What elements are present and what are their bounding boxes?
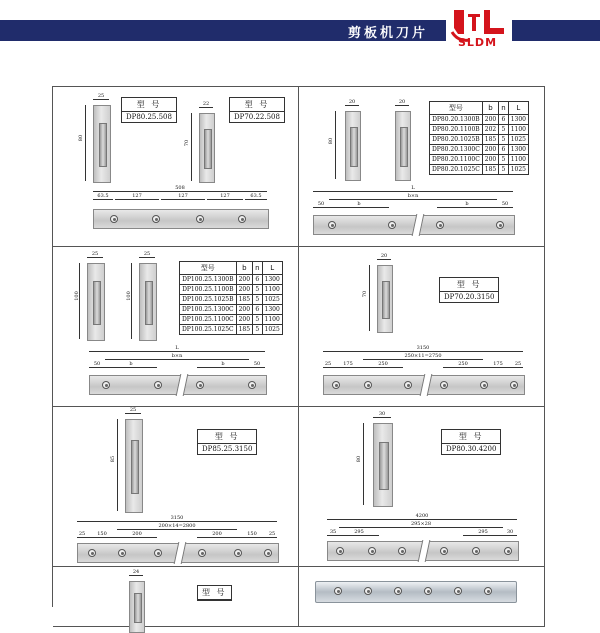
dim-height: 80 [363, 423, 364, 505]
blade-profile [139, 263, 157, 341]
blade-bar [93, 209, 269, 229]
dim-segment: 175 [333, 367, 363, 374]
dim-segment: 25 [77, 537, 87, 544]
dim-segment: 295 [339, 535, 379, 542]
dim-segment: 35 [327, 535, 339, 542]
blade-bar [77, 543, 279, 563]
page-title: 剪板机刀片 [347, 26, 428, 41]
spec-table: 型号 b n L DP80.20.1300B 200 6 1300 DP80.20.1100B 202 5 1100 DP80.20.1025B 185 5 1025 DP80.20.1300C 200 6 1300 DP80.20.1100C 200 5 1100 DP80.20.1025C 185 5 1025 [429, 101, 529, 175]
dim-thickness: 20 [377, 259, 391, 266]
dim-span: b×n [329, 199, 497, 206]
dim-end: 50 [497, 207, 513, 214]
panel-dp80-20 [299, 87, 545, 247]
spec-table: 型号 b n L DP100.25.1300B 200 6 1300 DP100.25.1100B 200 5 1100 DP100.25.1025B 185 5 1025 DP100.25.1300C 200 6 1300 DP100.25.1100C 200 5 1100 DP100.25.1025C 185 5 1025 [179, 261, 283, 335]
dim-segment: 200 [197, 537, 237, 544]
dim-height: 100 [79, 263, 80, 339]
model-box: 型 号 DP80.30.4200 [441, 429, 501, 455]
logo-text: SLDM [458, 36, 498, 49]
dim-thickness: 20 [345, 105, 359, 112]
dim-span: b×n [105, 359, 249, 366]
dim-thickness: 20 [395, 105, 409, 112]
dim-height: 80 [85, 105, 86, 181]
blade-catalog-grid [52, 86, 545, 607]
dim-segment: 200 [117, 537, 157, 544]
panel-dp85-25-3150 [53, 407, 299, 567]
dim-length: L [89, 351, 265, 358]
dim-thickness: 30 [373, 417, 391, 424]
blade-profile [377, 265, 393, 333]
blade-profile [87, 263, 105, 341]
blade-profile [345, 111, 361, 181]
blade-profile [199, 113, 215, 183]
dim-span: 295×28 [339, 527, 503, 534]
dim-end: 50 [313, 207, 329, 214]
panel-dp80-30-4200 [299, 407, 545, 567]
model-box: 型 号 DP70.22.508 [229, 97, 285, 123]
blade-bar [323, 375, 525, 395]
dim-total-length: 508 [93, 191, 267, 198]
dim-segment: 25 [513, 367, 523, 374]
blade-bar [89, 375, 267, 395]
dim-height: 70 [369, 265, 370, 331]
dim-height: 80 [335, 111, 336, 179]
model-box: 型 号 DP85.25.3150 [197, 429, 257, 455]
dim-segment: 250 [443, 367, 483, 374]
model-box: 型 号 [197, 585, 232, 601]
dim-segment: 127 [115, 199, 159, 206]
dim-pitch: b [197, 367, 249, 374]
blade-bar [313, 215, 515, 235]
dim-segment: 150 [237, 537, 267, 544]
dim-span: 200×14=2800 [117, 529, 237, 536]
panel-bottom-right-photo [299, 567, 545, 627]
blade-profile [395, 111, 411, 181]
dim-segment: 150 [87, 537, 117, 544]
dim-pitch: b [329, 207, 389, 214]
dim-end: 50 [89, 367, 105, 374]
panel-bottom-left [53, 567, 299, 627]
dim-pitch: b [105, 367, 157, 374]
dim-total-length: 3150 [77, 521, 277, 528]
dim-pitch: b [437, 207, 497, 214]
dim-segment: 63.5 [245, 199, 267, 206]
blade-profile [129, 581, 145, 633]
dim-span: 250×11=2750 [363, 359, 483, 366]
dim-thickness: 24 [129, 575, 143, 582]
dim-end: 50 [249, 367, 265, 374]
blade-profile [125, 419, 143, 513]
dim-segment: 250 [363, 367, 403, 374]
model-box: 型 号 DP80.25.508 [121, 97, 177, 123]
dim-height: 100 [131, 263, 132, 339]
dim-length: L [313, 191, 513, 198]
dim-segment: 25 [267, 537, 277, 544]
dim-total-length: 3150 [323, 351, 523, 358]
dim-thickness: 25 [87, 257, 103, 264]
dim-height: 70 [191, 113, 192, 181]
dim-thickness: 25 [93, 99, 109, 106]
dim-total-length: 4200 [327, 519, 517, 526]
dim-segment: 127 [207, 199, 243, 206]
dim-segment: 127 [161, 199, 205, 206]
panel-dp80-dp70-508 [53, 87, 299, 247]
panel-dp100-25 [53, 247, 299, 407]
blade-bar [327, 541, 519, 561]
dim-thickness: 25 [125, 413, 141, 420]
dim-segment: 175 [483, 367, 513, 374]
dim-thickness: 25 [139, 257, 155, 264]
dim-segment: 25 [323, 367, 333, 374]
dim-height: 85 [117, 419, 118, 511]
model-box: 型 号 DP70.20.3150 [439, 277, 499, 303]
dim-segment: 30 [503, 535, 517, 542]
blade-profile [93, 105, 111, 183]
dim-segment: 295 [463, 535, 503, 542]
panel-dp70-20-3150 [299, 247, 545, 407]
dim-thickness: 22 [199, 107, 213, 114]
dim-segment: 63.5 [93, 199, 113, 206]
blade-profile [373, 423, 393, 507]
